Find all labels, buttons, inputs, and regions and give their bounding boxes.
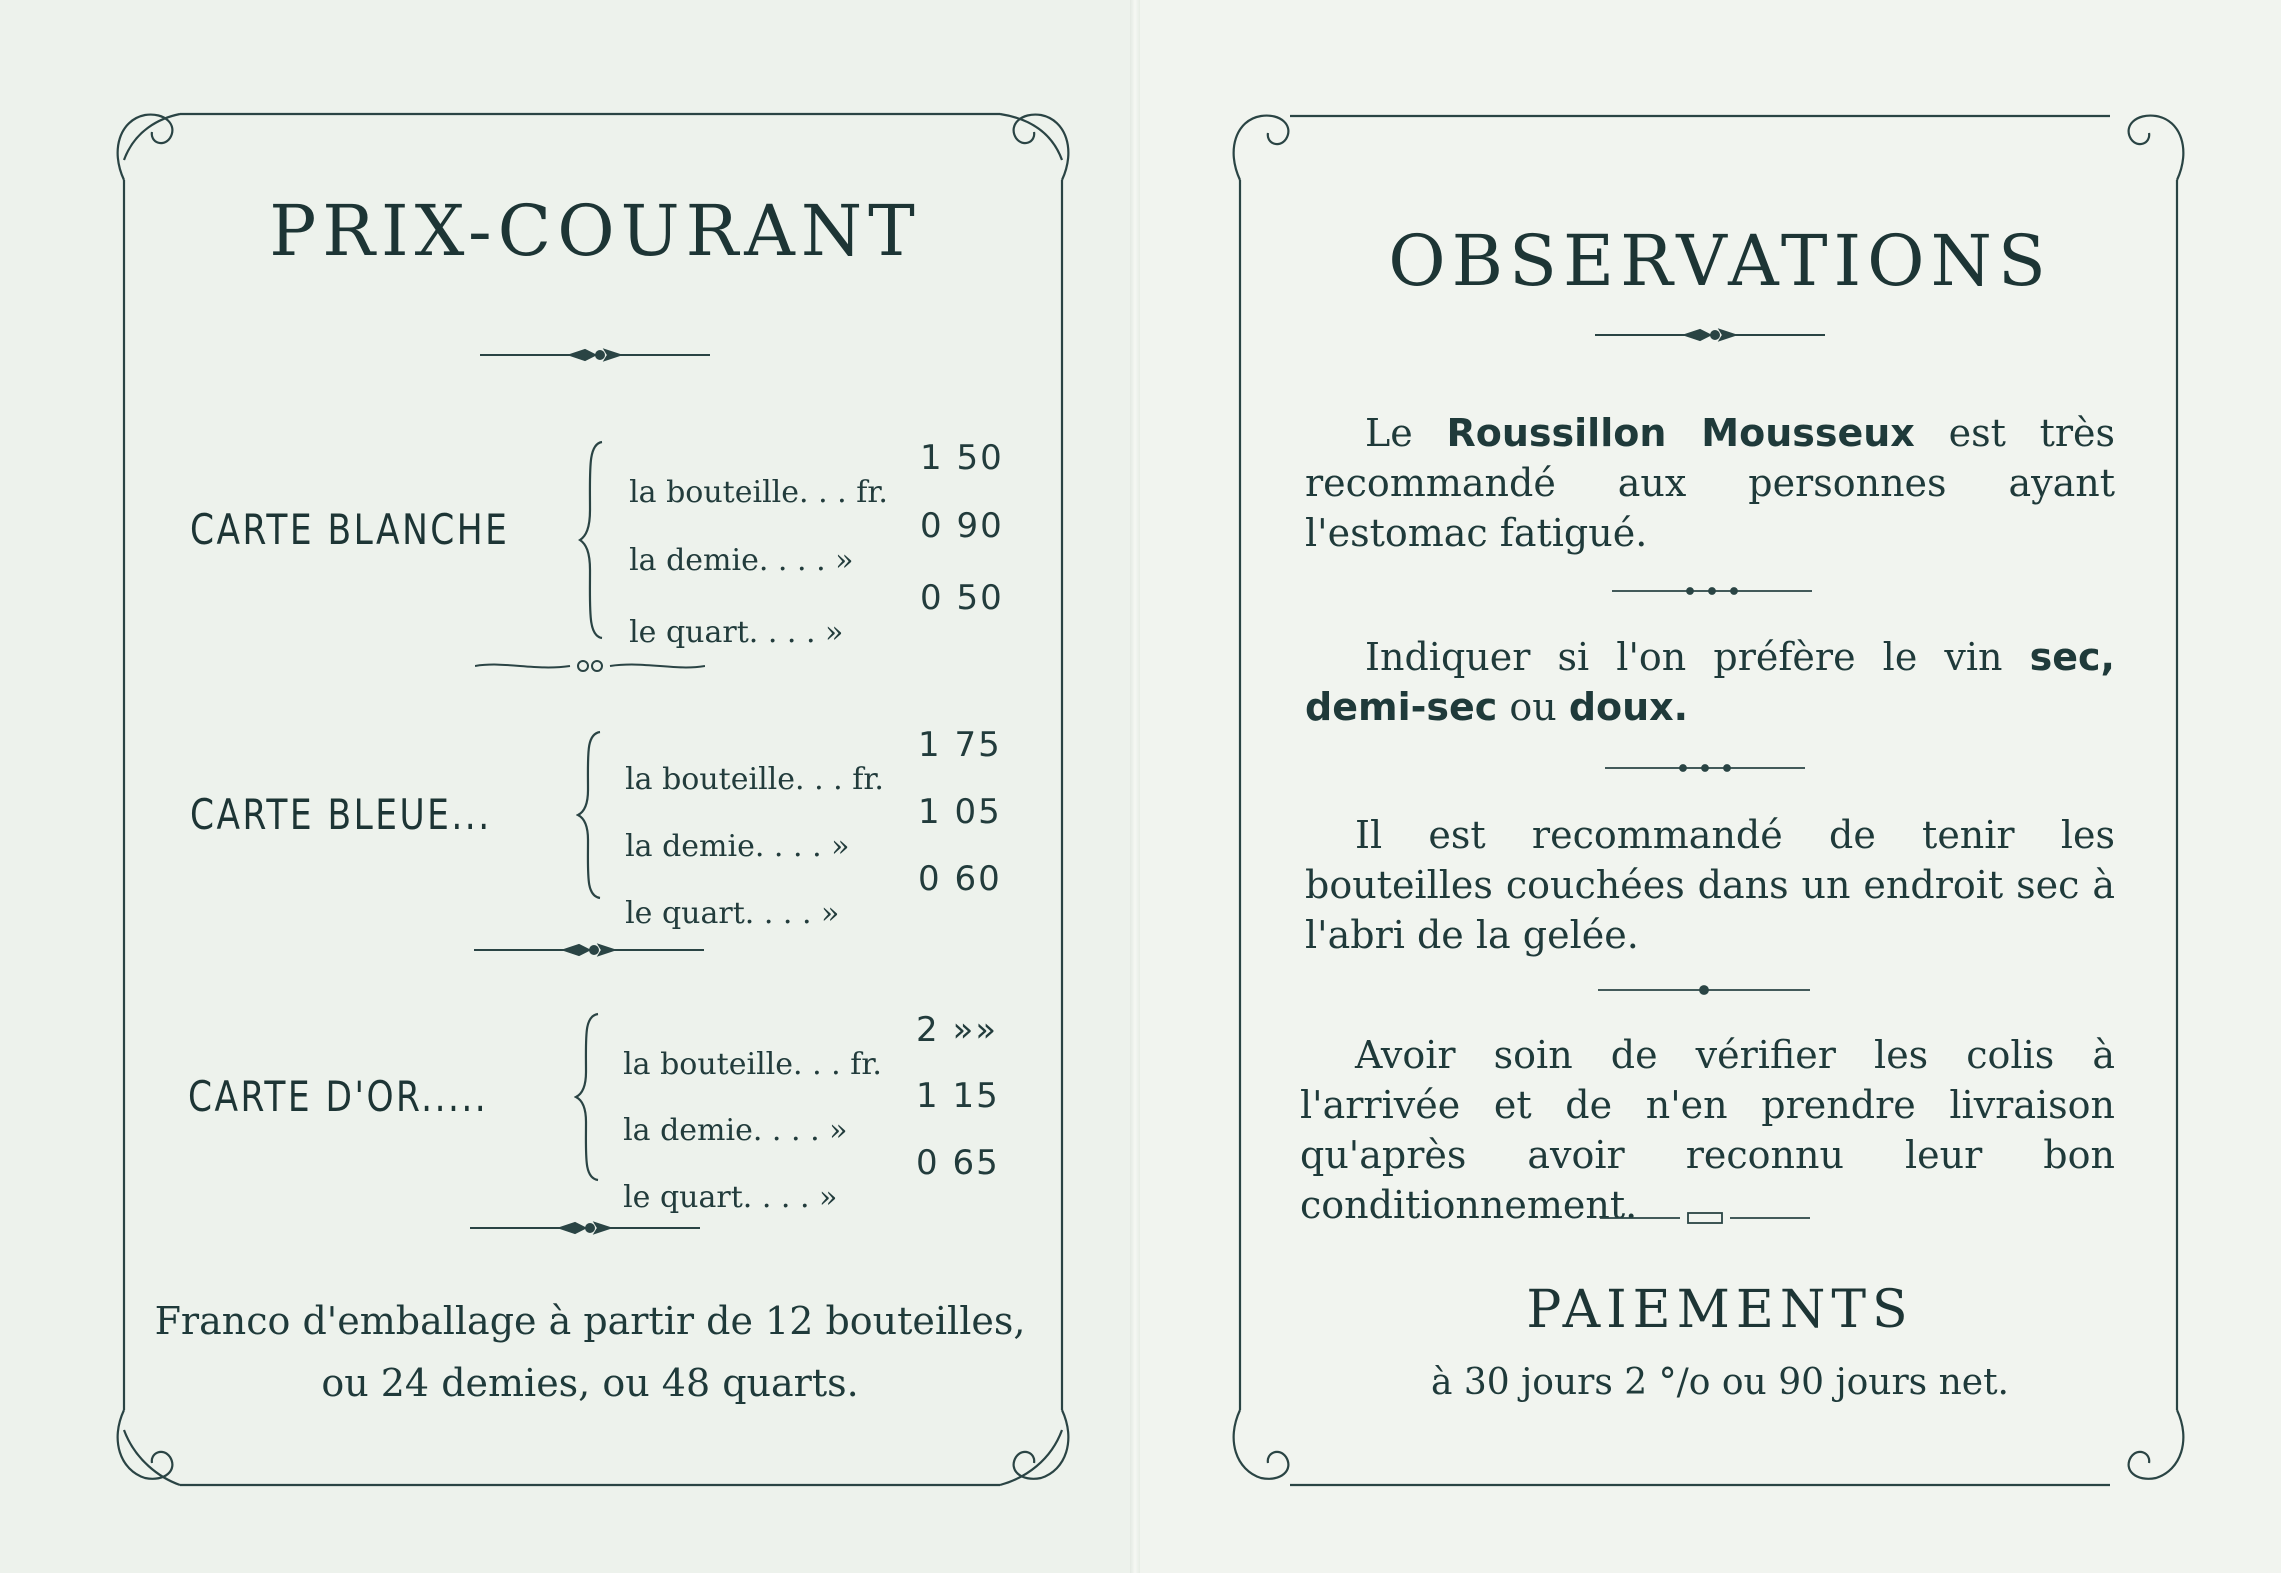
row-name: la demie. . . . »: [623, 1113, 848, 1148]
franco-note: [150, 1290, 1030, 1414]
row-price: 1 15: [916, 1076, 1000, 1116]
brace-carte-bleue: [576, 730, 606, 900]
observation-bouteilles: [1305, 810, 2115, 960]
p1-product: Roussillon Mousseux: [1446, 411, 1915, 455]
p2-prefix: Indiquer si l'on préfère le vin: [1365, 635, 2030, 679]
row-name: le quart. . . . »: [625, 896, 840, 931]
carte-or-row-2: [604, 1076, 1004, 1148]
divider-ornament: [474, 940, 704, 960]
brace-carte-or: [574, 1012, 604, 1182]
observation-indiquer: [1305, 632, 2115, 732]
row-name: le quart. . . . »: [629, 615, 844, 650]
franco-line-1: Franco d'emballage à partir de 12 bouteilles,: [154, 1299, 1026, 1343]
carte-or-label: CARTE D'OR.....: [188, 1072, 489, 1121]
row-price: 0 65: [916, 1143, 1000, 1183]
price-list-title: PRIX-COURANT: [269, 190, 921, 272]
row-name: la demie. . . . »: [625, 829, 850, 864]
carte-bleue-label: CARTE BLEUE...: [190, 790, 492, 839]
row-price: 1 75: [918, 725, 1002, 765]
brace-carte-blanche: [578, 440, 608, 640]
row-price: 1 50: [920, 438, 1004, 478]
divider-ornament: [1595, 325, 1825, 345]
carte-or-row-3: [604, 1143, 1004, 1215]
paiements-title: PAIEMENTS: [1526, 1280, 1914, 1340]
row-price: 0 50: [920, 578, 1004, 618]
paiements-text: à 30 jours 2 °/o ou 90 jours net.: [1430, 1362, 2009, 1403]
row-name: la bouteille. . . fr.: [625, 762, 884, 797]
carte-blanche-label: CARTE BLANCHE: [190, 505, 510, 554]
p2-doux: doux.: [1568, 685, 1689, 729]
row-price: 0 90: [920, 506, 1004, 546]
row-price: 1 05: [918, 792, 1002, 832]
p3-text: Il est recommandé de tenir les bouteilles couchées dans un endroit sec à l'abri de la gelée.: [1305, 813, 2115, 957]
p2-sec: sec,: [2029, 635, 2115, 679]
carte-blanche-row-1: [610, 438, 1010, 510]
carte-or-row-1: [604, 1010, 1014, 1082]
p2-demi-sec: demi-sec: [1305, 685, 1498, 729]
carte-bleue-row-2: [606, 792, 1006, 864]
carte-bleue-row-3: [606, 859, 1006, 931]
divider-ornament: [1612, 583, 1812, 599]
divider-ornament: [1598, 982, 1810, 998]
row-price: 2 »»: [916, 1010, 999, 1050]
divider-ornament: [1605, 760, 1805, 776]
divider-ornament: [1600, 1210, 1810, 1226]
divider-ornament: [470, 1218, 700, 1238]
carte-blanche-row-3: [610, 578, 1010, 650]
row-name: le quart. . . . »: [623, 1180, 838, 1215]
p4-text: Avoir soin de vérifier les colis à l'arrivée et de n'en prendre livraison qu'après avoir reconnu leur bon conditionnement.: [1300, 1033, 2115, 1227]
row-name: la bouteille. . . fr.: [629, 475, 888, 510]
divider-ornament: [475, 655, 705, 677]
row-name: la demie. . . . »: [629, 543, 854, 578]
franco-line-2: ou 24 demies, ou 48 quarts.: [321, 1361, 859, 1405]
row-price: 0 60: [918, 859, 1002, 899]
p1-suffix: est très recommandé aux personnes ayant l'estomac fatigué.: [1305, 411, 2116, 555]
p1-prefix: Le: [1365, 411, 1447, 455]
p2-ou: ou: [1497, 685, 1569, 729]
observations-title: OBSERVATIONS: [1388, 220, 2052, 302]
observation-roussillon: [1305, 408, 2115, 558]
carte-bleue-row-1: [606, 725, 1006, 797]
observation-colis: [1300, 1030, 2115, 1230]
row-name: la bouteille. . . fr.: [623, 1047, 882, 1082]
divider-ornament: [480, 345, 710, 365]
carte-blanche-row-2: [610, 506, 1010, 578]
